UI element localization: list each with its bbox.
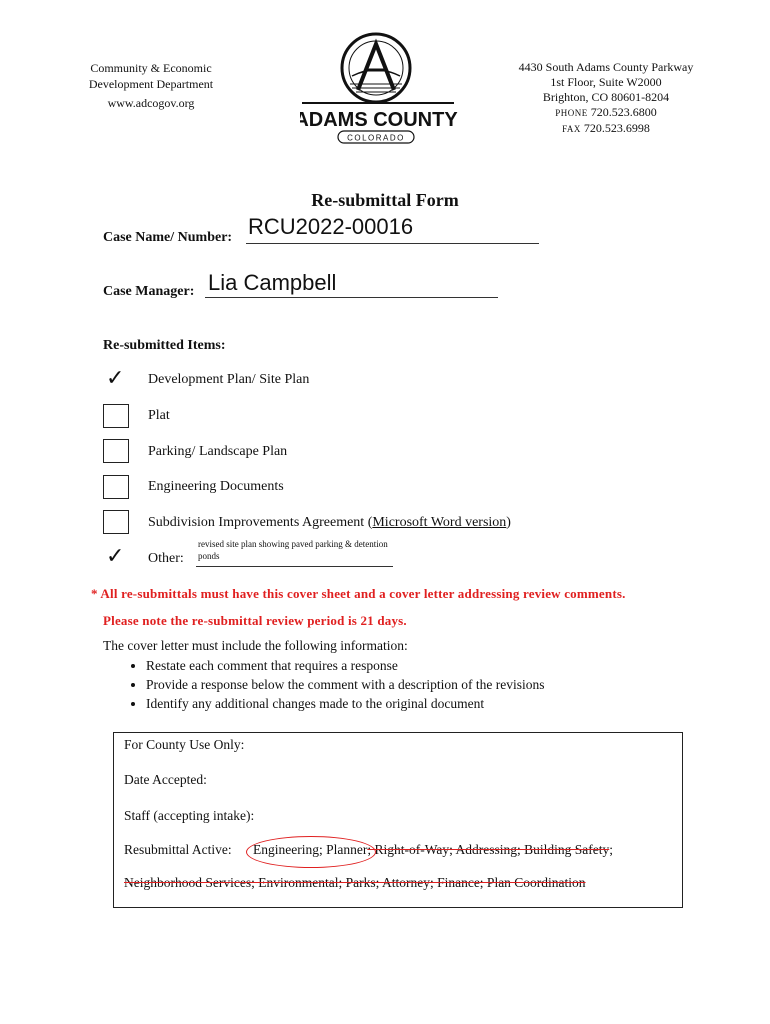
address-block bbox=[506, 60, 706, 137]
item-parking: Parking/ Landscape Plan bbox=[148, 444, 288, 459]
other-label: Other: bbox=[148, 551, 184, 566]
fax-number: 720.523.6998 bbox=[583, 121, 650, 135]
case-manager-field[interactable]: Lia Campbell bbox=[208, 270, 337, 295]
phone-number: 720.523.6800 bbox=[590, 105, 657, 119]
form-title: Re-submittal Form bbox=[311, 190, 459, 210]
website-link[interactable]: www.adcogov.org bbox=[107, 96, 195, 110]
item-subdivision-text: Subdivision Improvements Agreement ( bbox=[148, 515, 373, 530]
date-accepted-label: Date Accepted: bbox=[124, 772, 207, 787]
other-note[interactable]: revised site plan showing paved parking & detention ponds bbox=[198, 539, 388, 561]
checkbox-plat[interactable] bbox=[103, 404, 129, 428]
resubmittal-active-label: Resubmittal Active: bbox=[124, 842, 232, 857]
county-use-title: For County Use Only: bbox=[124, 737, 245, 752]
item-plat: Plat bbox=[148, 408, 170, 423]
active-departments: Engineering; Planner bbox=[253, 842, 368, 857]
staff-label: Staff (accepting intake): bbox=[124, 808, 255, 823]
phone-label: PHONE bbox=[555, 108, 588, 118]
dept-line-2: Development Department bbox=[88, 77, 214, 91]
warning-notice: * All re-submittals must have this cover sheet and a cover letter addressing review comments. bbox=[91, 586, 626, 601]
review-period-notice: Please note the re-submittal review period is 21 days. bbox=[103, 613, 407, 628]
cover-letter-intro: The cover letter must include the following information: bbox=[103, 638, 408, 653]
checkmark-other-icon[interactable]: ✓ bbox=[106, 544, 125, 569]
item-development-plan: Development Plan/ Site Plan bbox=[148, 372, 310, 387]
list-item: • Restate each comment that requires a response bbox=[146, 656, 545, 675]
dept-line-1: Community & Economic bbox=[90, 61, 212, 75]
item-subdivision bbox=[148, 515, 511, 531]
department-block bbox=[86, 60, 216, 111]
requirements-list bbox=[128, 656, 545, 713]
item-subdivision-close: ) bbox=[506, 515, 511, 530]
list-item: • Provide a response below the comment with a description of the revisions bbox=[146, 675, 545, 694]
logo-name: ADAMS COUNTY bbox=[300, 109, 458, 131]
item-engineering: Engineering Documents bbox=[148, 479, 284, 494]
list-item: • Identify any additional changes made to the original document bbox=[146, 694, 545, 713]
items-title: Re-submitted Items: bbox=[103, 338, 226, 353]
struck-departments-1: ; Right-of-Way; Addressing; Building Safety bbox=[367, 842, 610, 857]
checkbox-engineering[interactable] bbox=[103, 475, 129, 499]
address-line-3: Brighton, CO 80601-8204 bbox=[542, 90, 670, 104]
checkbox-subdivision[interactable] bbox=[103, 510, 129, 534]
case-name-label: Case Name/ Number: bbox=[103, 230, 233, 245]
departments-semicolon: ; bbox=[609, 842, 614, 857]
county-use-box bbox=[113, 732, 683, 908]
checkbox-parking[interactable] bbox=[103, 439, 129, 463]
adams-county-logo bbox=[300, 30, 460, 145]
logo-state: COLORADO bbox=[347, 133, 405, 143]
highlight-circle bbox=[246, 836, 376, 868]
case-manager-label: Case Manager: bbox=[103, 284, 195, 299]
checkmark-icon[interactable]: ✓ bbox=[106, 366, 125, 391]
other-line bbox=[196, 558, 393, 567]
struck-departments-2: Neighborhood Services; Environmental; Parks; Attorney; Finance; Plan Coordination bbox=[124, 875, 586, 890]
fax-line bbox=[506, 121, 706, 137]
word-version-link[interactable]: Microsoft Word version bbox=[372, 515, 507, 530]
fax-label: FAX bbox=[562, 124, 581, 134]
phone-line bbox=[506, 105, 706, 121]
case-name-field[interactable]: RCU2022-00016 bbox=[248, 214, 414, 239]
address-line-2: 1st Floor, Suite W2000 bbox=[550, 75, 662, 89]
address-line-1: 4430 South Adams County Parkway bbox=[518, 60, 694, 74]
